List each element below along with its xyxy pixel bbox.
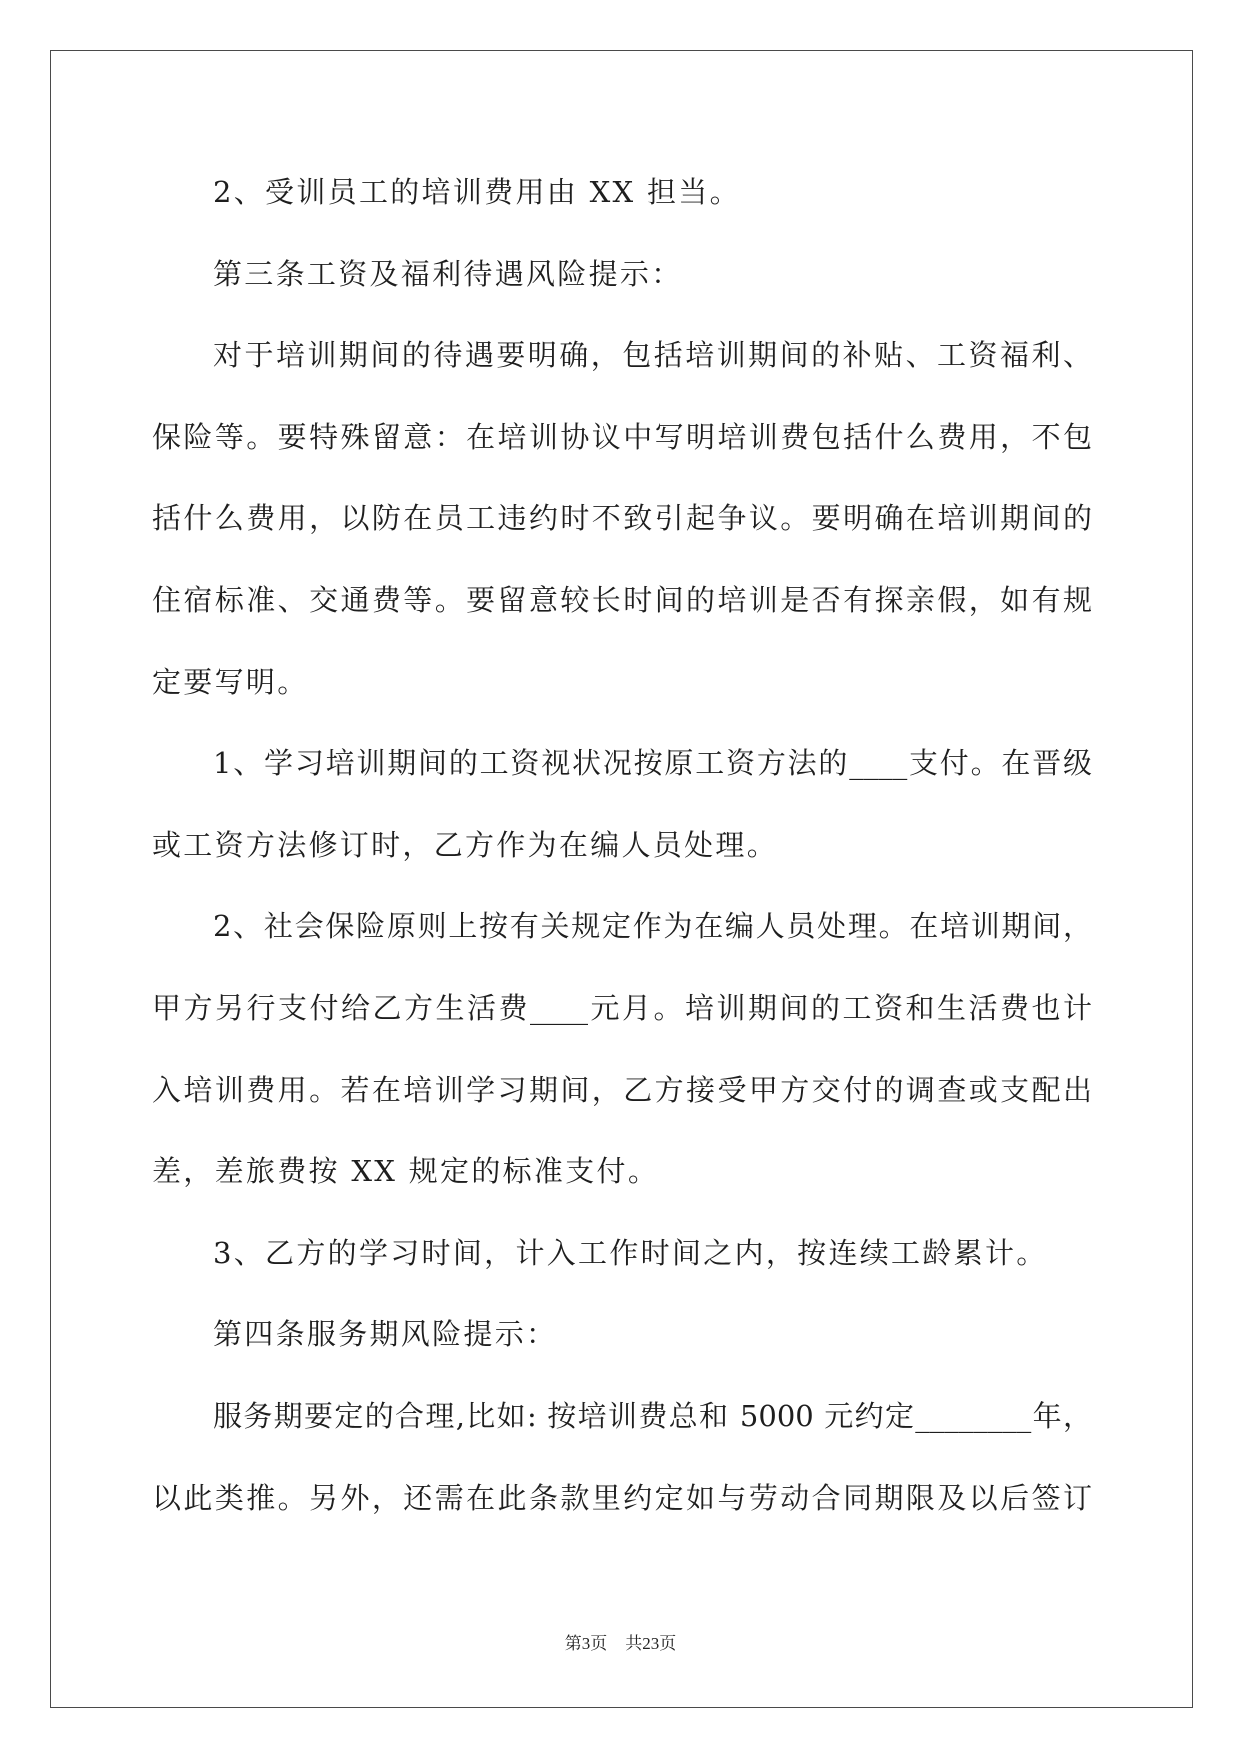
text-line: 第三条工资及福利待遇风险提示： xyxy=(213,256,683,291)
paragraph xyxy=(152,1213,1092,1295)
text-line: 对于培训期间的待遇要明确，包括培训期间的补贴、工资福利、 xyxy=(213,338,1092,373)
text-line: 2、社会保险原则上按有关规定作为在编人员处理。在培训期间， xyxy=(213,909,1092,944)
text-line: 1、学习培训期间的工资视状况按原工资方法的____支付。在晋级 xyxy=(213,746,1092,781)
text-line: 定要写明。 xyxy=(152,664,309,699)
text-line: 住宿标准、交通费等。要留意较长时间的培训是否有探亲假，如有规 xyxy=(152,582,1092,617)
section-heading xyxy=(152,234,1092,316)
paragraph xyxy=(152,152,1092,234)
text-line: 3、乙方的学习时间，计入工作时间之内，按连续工龄累计。 xyxy=(213,1235,1048,1270)
text-line: 入培训费用。若在培训学习期间，乙方接受甲方交付的调查或支配出 xyxy=(152,1072,1092,1107)
page-number: 第3页 xyxy=(564,1634,608,1653)
paragraph xyxy=(152,1376,1092,1539)
paragraph xyxy=(152,315,1092,723)
text-line: 第四条服务期风险提示： xyxy=(213,1317,558,1352)
text-line: 以此类推。另外，还需在此条款里约定如与劳动合同期限及以后签订 xyxy=(152,1480,1092,1515)
text-line: 括什么费用，以防在员工违约时不致引起争议。要明确在培训期间的 xyxy=(152,501,1092,536)
section-heading xyxy=(152,1294,1092,1376)
text-line: 保险等。要特殊留意：在培训协议中写明培训费包括什么费用，不包 xyxy=(152,419,1092,454)
text-line: 或工资方法修订时，乙方作为在编人员处理。 xyxy=(152,827,779,862)
page-total: 共23页 xyxy=(625,1634,677,1653)
paragraph xyxy=(152,723,1092,886)
text-line: 差，差旅费按 XX 规定的标准支付。 xyxy=(152,1154,660,1189)
page-footer xyxy=(0,1631,1241,1657)
text-line: 服务期要定的合理,比如: 按培训费总和 5000 元约定________年， xyxy=(213,1398,1092,1433)
text-line: 2、受训员工的培训费用由 XX 担当。 xyxy=(213,175,741,209)
text-line: 甲方另行支付给乙方生活费____元月。培训期间的工资和生活费也计 xyxy=(152,990,1092,1025)
paragraph xyxy=(152,886,1092,1212)
document-body xyxy=(152,152,1092,1539)
